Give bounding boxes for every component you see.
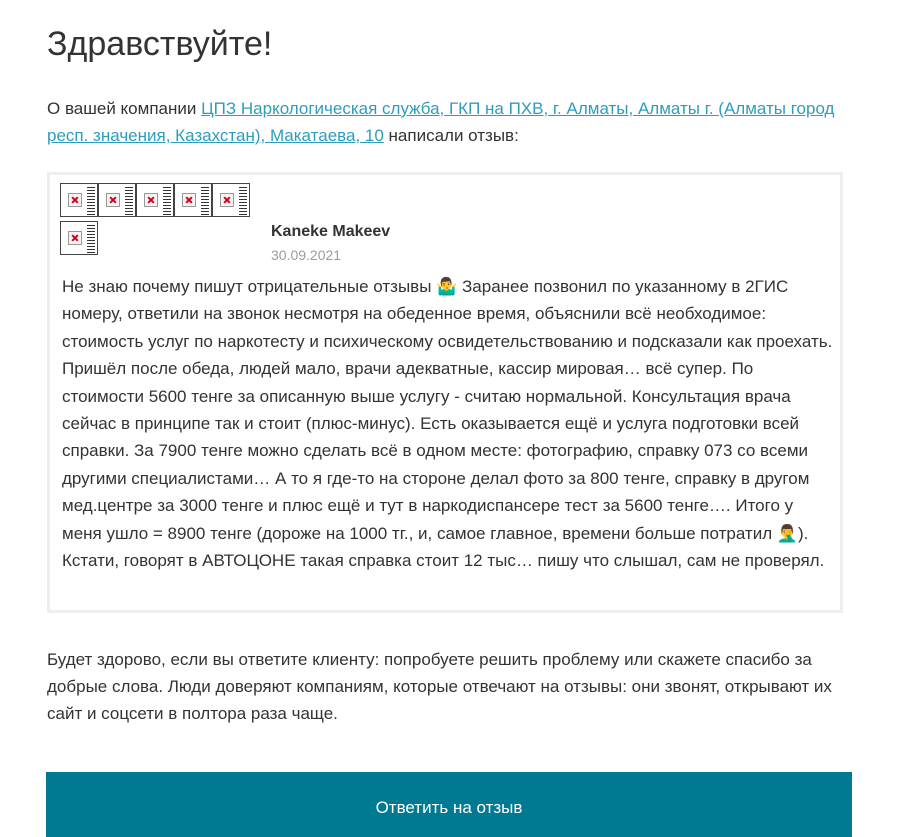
reply-button[interactable]: Ответить на отзыв: [46, 772, 852, 837]
review-photo[interactable]: [174, 183, 212, 217]
review-photo[interactable]: [136, 183, 174, 217]
review-photos: [60, 183, 260, 259]
review-text: Не знаю почему пишут отрицательные отзывы 🤷‍♂️ Заранее позвонил по указанному в 2ГИС номеру, ответили на звонок несмотря на обеденное время, объяснили всё необходимое: стоимость услуг по наркотесту и психическому освидетельствованию и подсказали как проехать. Пришёл после обеда, людей мало, врачи адекватные, кассир мировая… всё супер. По стоимости 5600 тенге за описанную выше услугу - считаю нормальной. Консультация врача сейчас в принципе так и стоит (плюс-минус). Есть оказывается ещё и услуга подготовки всей справки. За 7900 тенге можно сделать всё в одном месте: фотографию, справку 073 со всеми другими специалистами… А то я где-то на стороне делал фото за 800 тенге, справку в другом мед.центре за 3000 тенге и плюс ещё и тут в наркодиспансере тест за 5600 тенге…. Итого у меня ушло = 8900 тенге (дороже на 1000 тг., и, самое главное, времени больше потратил 🤦‍♂️). Кстати, говорят в АВТОЦОНЕ такая справка стоит 12 тыс… пишу что слышал, сам не проверял.: [62, 277, 833, 571]
photo-row: [60, 221, 260, 257]
scale-icon: [87, 187, 95, 215]
company-link[interactable]: ЦПЗ Наркологическая служба, ГКП на ПХВ, г. Алматы, Алматы г. (Алматы город респ. значения, Казахстан), Макатаева, 10: [47, 99, 835, 145]
review-date: 30.09.2021: [271, 247, 342, 263]
broken-image-icon: [106, 193, 120, 207]
broken-image-icon: [144, 193, 158, 207]
scale-icon: [163, 187, 171, 215]
broken-image-icon: [182, 193, 196, 207]
scale-icon: [201, 187, 209, 215]
closing-text: Будет здорово, если вы ответите клиенту: попробуете решить проблему или скажете спасибо за добрые слова. Люди доверяют компаниям, которые отвечают на отзывы: они звонят, открывают их сайт и соцсети в полтора раза чаще.: [47, 650, 832, 723]
intro-suffix: написали отзыв:: [383, 126, 519, 145]
intro-text: [47, 95, 837, 149]
review-photo[interactable]: [98, 183, 136, 217]
scale-icon: [125, 187, 133, 215]
photo-row: [60, 183, 260, 219]
review-photo[interactable]: [60, 221, 98, 255]
broken-image-icon: [220, 193, 234, 207]
intro-prefix: О вашей компании: [47, 99, 202, 118]
scale-icon: [239, 187, 247, 215]
broken-image-icon: [68, 193, 82, 207]
review-author: Kaneke Makeev: [271, 223, 391, 240]
greeting-heading: Здравствуйте!: [47, 25, 273, 63]
review-photo[interactable]: [212, 183, 250, 217]
review-card: [47, 172, 843, 613]
broken-image-icon: [68, 231, 82, 245]
scale-icon: [87, 225, 95, 253]
review-photo[interactable]: [60, 183, 98, 217]
